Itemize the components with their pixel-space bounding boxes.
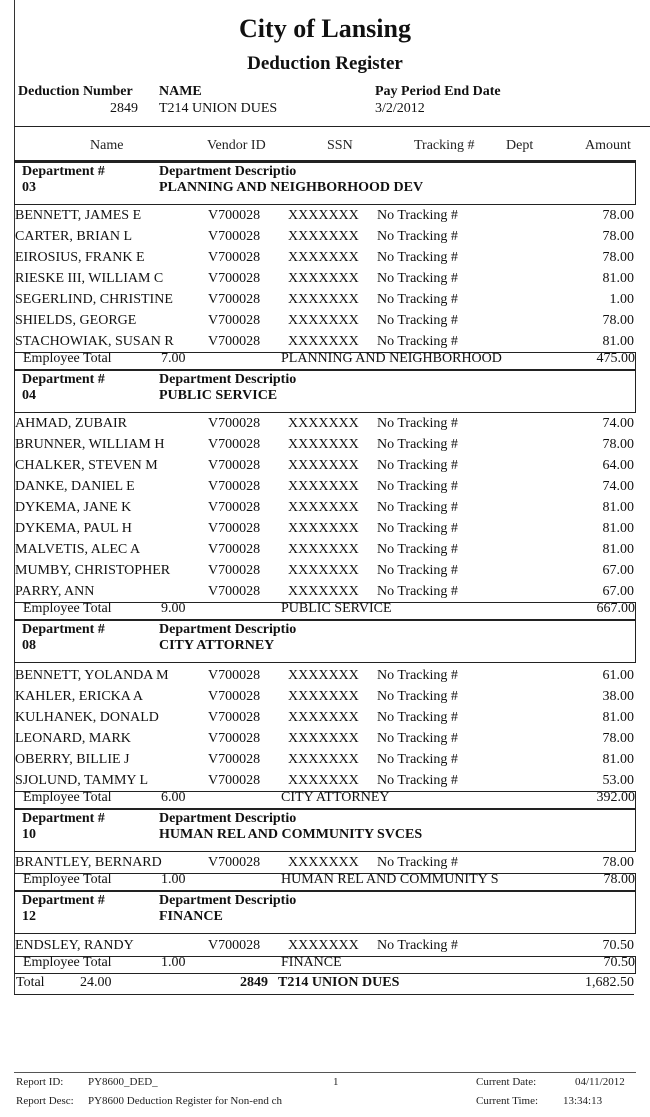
table-row — [0, 229, 650, 250]
employee-name: CHALKER, STEVEN M — [15, 458, 158, 473]
name-label: NAME — [159, 84, 202, 99]
dept-code: 04 — [22, 388, 36, 403]
amount: 81.00 — [602, 271, 634, 286]
tracking: No Tracking # — [377, 208, 458, 223]
tracking: No Tracking # — [377, 479, 458, 494]
dept-rule — [14, 851, 636, 852]
vendor-id: V700028 — [208, 938, 261, 953]
tracking: No Tracking # — [377, 773, 458, 788]
amount: 67.00 — [602, 563, 634, 578]
report-desc-label: Report Desc: — [16, 1095, 74, 1107]
vendor-id: V700028 — [208, 521, 261, 536]
employee-name: BRUNNER, WILLIAM H — [15, 437, 165, 452]
vendor-id: V700028 — [208, 313, 261, 328]
vendor-id: V700028 — [208, 773, 261, 788]
tracking: No Tracking # — [377, 731, 458, 746]
vendor-id: V700028 — [208, 563, 261, 578]
ssn: XXXXXXX — [288, 521, 359, 536]
amount: 81.00 — [602, 334, 634, 349]
ssn: XXXXXXX — [288, 584, 359, 599]
total-dept-name: PUBLIC SERVICE — [281, 601, 392, 616]
ssn: XXXXXXX — [288, 437, 359, 452]
ssn: XXXXXXX — [288, 710, 359, 725]
employee-name: BRANTLEY, BERNARD — [15, 855, 162, 870]
vendor-id: V700028 — [208, 250, 261, 265]
employee-name: EIROSIUS, FRANK E — [15, 250, 145, 265]
employee-total-row — [14, 957, 636, 974]
current-time-value: 13:34:13 — [563, 1095, 603, 1107]
ssn: XXXXXXX — [288, 271, 359, 286]
total-dept-name: HUMAN REL AND COMMUNITY S — [281, 872, 499, 887]
amount: 81.00 — [602, 500, 634, 515]
ssn: XXXXXXX — [288, 563, 359, 578]
employee-name: ENDSLEY, RANDY — [15, 938, 134, 953]
employee-name: SEGERLIND, CHRISTINE — [15, 292, 173, 307]
table-row — [0, 292, 650, 313]
deduction-number-value: 2849 — [110, 101, 138, 116]
vendor-id: V700028 — [208, 229, 261, 244]
tracking: No Tracking # — [377, 292, 458, 307]
amount: 74.00 — [602, 479, 634, 494]
amount: 64.00 — [602, 458, 634, 473]
dept-rule — [14, 662, 636, 663]
dept-description: PUBLIC SERVICE — [159, 388, 278, 403]
table-row — [0, 271, 650, 292]
employee-total-row — [14, 874, 636, 891]
table-row — [0, 458, 650, 479]
grand-total-label: Total — [16, 975, 45, 990]
tracking: No Tracking # — [377, 938, 458, 953]
name-value: T214 UNION DUES — [159, 101, 278, 116]
employee-name: CARTER, BRIAN L — [15, 229, 132, 244]
dept-description: FINANCE — [159, 909, 223, 924]
ssn: XXXXXXX — [288, 229, 359, 244]
dept-rule — [14, 204, 636, 205]
dept-code: 08 — [22, 638, 36, 653]
ssn: XXXXXXX — [288, 500, 359, 515]
total-label: Employee Total — [23, 790, 112, 805]
employee-name: MALVETIS, ALEC A — [15, 542, 141, 557]
dept-number-label: Department # — [22, 372, 105, 387]
total-amount: 78.00 — [603, 872, 635, 887]
employee-total-row — [14, 353, 636, 370]
col-dept: Dept — [506, 138, 534, 153]
amount: 81.00 — [602, 752, 634, 767]
tracking: No Tracking # — [377, 855, 458, 870]
total-dept-name: CITY ATTORNEY — [281, 790, 390, 805]
tracking: No Tracking # — [377, 752, 458, 767]
footer-rule — [14, 1072, 636, 1073]
current-date-label: Current Date: — [476, 1076, 537, 1088]
amount: 74.00 — [602, 416, 634, 431]
total-label: Employee Total — [23, 955, 112, 970]
ssn: XXXXXXX — [288, 731, 359, 746]
employee-name: DYKEMA, PAUL H — [15, 521, 132, 536]
dept-description: HUMAN REL AND COMMUNITY SVCES — [159, 827, 423, 842]
report-desc-value: PY8600 Deduction Register for Non-end ch — [88, 1095, 282, 1107]
employee-name: RIESKE III, WILLIAM C — [15, 271, 164, 286]
vendor-id: V700028 — [208, 689, 261, 704]
total-count: 7.00 — [161, 351, 186, 366]
ssn: XXXXXXX — [288, 416, 359, 431]
report-id-value: PY8600_DED_ — [88, 1076, 158, 1088]
vendor-id: V700028 — [208, 292, 261, 307]
employee-name: SHIELDS, GEORGE — [15, 313, 137, 328]
vendor-id: V700028 — [208, 668, 261, 683]
total-count: 9.00 — [161, 601, 186, 616]
employee-name: LEONARD, MARK — [15, 731, 131, 746]
total-label: Employee Total — [23, 351, 112, 366]
amount: 38.00 — [602, 689, 634, 704]
table-row — [0, 668, 650, 689]
employee-name: KULHANEK, DONALD — [15, 710, 159, 725]
table-row — [0, 479, 650, 500]
vendor-id: V700028 — [208, 416, 261, 431]
amount: 1.00 — [609, 292, 634, 307]
dept-number-label: Department # — [22, 893, 105, 908]
pay-period-value: 3/2/2012 — [375, 101, 425, 116]
dept-rule — [14, 412, 636, 413]
ssn: XXXXXXX — [288, 542, 359, 557]
amount: 78.00 — [602, 250, 634, 265]
table-row — [0, 542, 650, 563]
employee-name: BENNETT, YOLANDA M — [15, 668, 169, 683]
grand-total-deduction: 2849 — [240, 975, 268, 990]
employee-name: SJOLUND, TAMMY L — [15, 773, 149, 788]
tracking: No Tracking # — [377, 334, 458, 349]
department-header — [14, 891, 636, 934]
total-count: 6.00 — [161, 790, 186, 805]
dept-rule — [14, 933, 636, 934]
table-row — [0, 500, 650, 521]
department-header — [14, 620, 636, 663]
dept-code: 12 — [22, 909, 36, 924]
dept-description: PLANNING AND NEIGHBORHOOD DEV — [159, 180, 424, 195]
employee-name: BENNETT, JAMES E — [15, 208, 142, 223]
table-row — [0, 752, 650, 773]
vendor-id: V700028 — [208, 334, 261, 349]
dept-desc-label: Department Descriptio — [159, 622, 297, 637]
employee-name: KAHLER, ERICKA A — [15, 689, 143, 704]
tracking: No Tracking # — [377, 689, 458, 704]
amount: 53.00 — [602, 773, 634, 788]
table-row — [0, 250, 650, 271]
vendor-id: V700028 — [208, 500, 261, 515]
table-row — [0, 563, 650, 584]
employee-total-row — [14, 792, 636, 809]
tracking: No Tracking # — [377, 500, 458, 515]
total-count: 1.00 — [161, 872, 186, 887]
employee-name: DANKE, DANIEL E — [15, 479, 135, 494]
tracking: No Tracking # — [377, 521, 458, 536]
employee-name: MUMBY, CHRISTOPHER — [15, 563, 171, 578]
amount: 81.00 — [602, 710, 634, 725]
table-row — [0, 689, 650, 710]
grand-total-amount: 1,682.50 — [585, 975, 634, 990]
amount: 78.00 — [602, 208, 634, 223]
vendor-id: V700028 — [208, 542, 261, 557]
dept-code: 03 — [22, 180, 36, 195]
table-row — [0, 731, 650, 752]
table-row — [0, 416, 650, 437]
tracking: No Tracking # — [377, 313, 458, 328]
dept-desc-label: Department Descriptio — [159, 164, 297, 179]
amount: 78.00 — [602, 437, 634, 452]
vendor-id: V700028 — [208, 855, 261, 870]
vendor-id: V700028 — [208, 710, 261, 725]
ssn: XXXXXXX — [288, 458, 359, 473]
total-label: Employee Total — [23, 601, 112, 616]
dept-number-label: Department # — [22, 622, 105, 637]
table-row — [0, 437, 650, 458]
tracking: No Tracking # — [377, 563, 458, 578]
dept-number-label: Department # — [22, 164, 105, 179]
ssn: XXXXXXX — [288, 668, 359, 683]
col-ssn: SSN — [327, 138, 353, 153]
city-title: City of Lansing — [239, 14, 411, 43]
ssn: XXXXXXX — [288, 855, 359, 870]
col-vendor: Vendor ID — [207, 138, 266, 153]
current-time-label: Current Time: — [476, 1095, 539, 1107]
grand-total-row — [14, 973, 634, 995]
employee-name: AHMAD, ZUBAIR — [15, 416, 127, 431]
amount: 78.00 — [602, 855, 634, 870]
table-row — [0, 313, 650, 334]
employee-name: DYKEMA, JANE K — [15, 500, 132, 515]
total-label: Employee Total — [23, 872, 112, 887]
tracking: No Tracking # — [377, 542, 458, 557]
grand-total-count: 24.00 — [80, 975, 112, 990]
dept-desc-label: Department Descriptio — [159, 893, 297, 908]
tracking: No Tracking # — [377, 458, 458, 473]
department-header — [14, 370, 636, 413]
tracking: No Tracking # — [377, 584, 458, 599]
total-amount: 392.00 — [596, 790, 635, 805]
vendor-id: V700028 — [208, 458, 261, 473]
ssn: XXXXXXX — [288, 313, 359, 328]
vendor-id: V700028 — [208, 437, 261, 452]
dept-description: CITY ATTORNEY — [159, 638, 275, 653]
total-dept-name: FINANCE — [281, 955, 342, 970]
table-row — [0, 208, 650, 229]
vendor-id: V700028 — [208, 752, 261, 767]
total-amount: 70.50 — [603, 955, 635, 970]
employee-name: STACHOWIAK, SUSAN R — [15, 334, 174, 349]
total-dept-name: PLANNING AND NEIGHBORHOOD — [281, 351, 502, 366]
employee-total-row — [14, 603, 636, 620]
employee-name: PARRY, ANN — [15, 584, 95, 599]
total-amount: 667.00 — [596, 601, 635, 616]
current-date-value: 04/11/2012 — [575, 1076, 625, 1088]
tracking: No Tracking # — [377, 250, 458, 265]
dept-desc-label: Department Descriptio — [159, 372, 297, 387]
vendor-id: V700028 — [208, 208, 261, 223]
col-amount: Amount — [585, 138, 631, 153]
ssn: XXXXXXX — [288, 292, 359, 307]
dept-desc-label: Department Descriptio — [159, 811, 297, 826]
ssn: XXXXXXX — [288, 479, 359, 494]
tracking: No Tracking # — [377, 668, 458, 683]
ssn: XXXXXXX — [288, 208, 359, 223]
employee-name: OBERRY, BILLIE J — [15, 752, 130, 767]
table-row — [0, 521, 650, 542]
page-number: 1 — [333, 1076, 339, 1088]
ssn: XXXXXXX — [288, 938, 359, 953]
dept-code: 10 — [22, 827, 36, 842]
amount: 78.00 — [602, 731, 634, 746]
tracking: No Tracking # — [377, 437, 458, 452]
ssn: XXXXXXX — [288, 689, 359, 704]
header-divider — [14, 126, 650, 127]
ssn: XXXXXXX — [288, 334, 359, 349]
report-title: Deduction Register — [247, 53, 403, 74]
tracking: No Tracking # — [377, 271, 458, 286]
dept-number-label: Department # — [22, 811, 105, 826]
ssn: XXXXXXX — [288, 250, 359, 265]
col-name: Name — [90, 138, 124, 153]
report-id-label: Report ID: — [16, 1076, 64, 1088]
amount: 78.00 — [602, 313, 634, 328]
amount: 67.00 — [602, 584, 634, 599]
total-amount: 475.00 — [596, 351, 635, 366]
tracking: No Tracking # — [377, 416, 458, 431]
amount: 70.50 — [602, 938, 634, 953]
grand-total-name: T214 UNION DUES — [278, 975, 400, 990]
tracking: No Tracking # — [377, 710, 458, 725]
vendor-id: V700028 — [208, 584, 261, 599]
amount: 81.00 — [602, 542, 634, 557]
ssn: XXXXXXX — [288, 752, 359, 767]
amount: 81.00 — [602, 521, 634, 536]
deduction-number-label: Deduction Number — [18, 84, 133, 99]
vendor-id: V700028 — [208, 731, 261, 746]
col-tracking: Tracking # — [414, 138, 475, 153]
ssn: XXXXXXX — [288, 773, 359, 788]
tracking: No Tracking # — [377, 229, 458, 244]
vendor-id: V700028 — [208, 479, 261, 494]
amount: 78.00 — [602, 229, 634, 244]
pay-period-label: Pay Period End Date — [375, 84, 501, 99]
total-count: 1.00 — [161, 955, 186, 970]
table-row — [0, 710, 650, 731]
vendor-id: V700028 — [208, 271, 261, 286]
amount: 61.00 — [602, 668, 634, 683]
